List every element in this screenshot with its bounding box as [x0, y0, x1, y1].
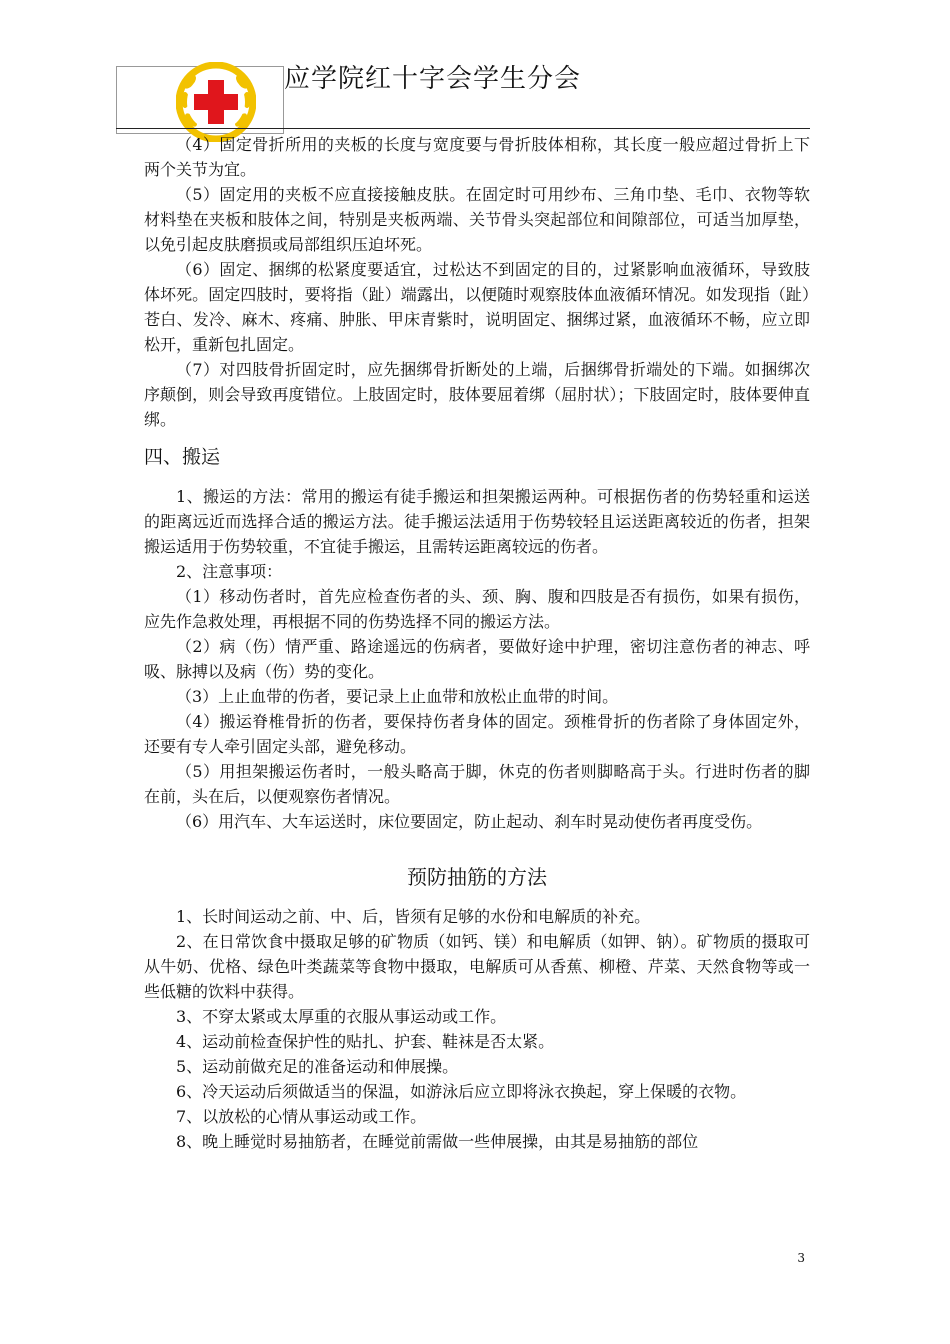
header-title: 应学院红十字会学生分会	[284, 64, 582, 94]
paragraph: （7）对四肢骨折固定时，应先捆绑骨折断处的上端，后捆绑骨折端处的下端。如捆绑次序颠倒，则会导致再度错位。上肢固定时，肢体要屈着绑（屈肘状）；下肢固定时，肢体要伸直绑。	[144, 360, 810, 429]
red-cross-laurel-emblem-icon	[176, 62, 256, 142]
paragraph: （5）用担架搬运伤者时，一般头略高于脚，休克的伤者则脚略高于头。行进时伤者的脚在前，头在后，以便观察伤者情况。	[144, 762, 810, 806]
paragraph: 7、以放松的心情从事运动或工作。	[176, 1107, 427, 1126]
section-fixation-notes	[144, 132, 810, 432]
section-heading: 四、搬运	[144, 446, 221, 468]
page-number: 3	[797, 1251, 805, 1265]
paragraph: （4）固定骨折所用的夹板的长度与宽度要与骨折肢体相称，其长度一般应超过骨折上下两个关节为宜。	[144, 135, 810, 179]
section-title: 预防抽筋的方法	[407, 865, 547, 889]
paragraph: （2）病（伤）情严重、路途遥远的伤病者，要做好途中护理，密切注意伤者的神志、呼吸、脉搏以及病（伤）势的变化。	[144, 637, 810, 681]
paragraph: 1、搬运的方法：常用的搬运有徒手搬运和担架搬运两种。可根据伤者的伤势轻重和运送的距离远近而选择合适的搬运方法。徒手搬运法适用于伤势较轻且运送距离较近的伤者，担架搬运适用于伤势较重，不宜徒手搬运，且需转运距离较远的伤者。	[144, 487, 810, 556]
paragraph: 2、在日常饮食中摄取足够的矿物质（如钙、镁）和电解质（如钾、钠）。矿物质的摄取可从牛奶、优格、绿色叶类蔬菜等食物中摄取，电解质可从香蕉、柳橙、芹菜、天然食物等或一些低糖的饮料中获得。	[144, 932, 810, 1001]
paragraph: （3）上止血带的伤者，要记录上止血带和放松止血带的时间。	[176, 687, 619, 706]
section-transport	[144, 444, 810, 834]
paragraph: （6）固定、捆绑的松紧度要适宜，过松达不到固定的目的，过紧影响血液循环，导致肢体坏死。固定四肢时，要将指（趾）端露出，以便随时观察肢体血液循环情况。如发现指（趾）苍白、发冷、麻木、疼痛、肿胀、甲床青紫时，说明固定、捆绑过紧，血液循环不畅，应立即松开，重新包扎固定。	[144, 260, 810, 354]
header-rule	[116, 128, 810, 129]
paragraph: 6、冷天运动后须做适当的保温，如游泳后应立即将泳衣换起，穿上保暖的衣物。	[176, 1082, 747, 1101]
paragraph: （5）固定用的夹板不应直接接触皮肤。在固定时可用纱布、三角巾垫、毛巾、衣物等软材料垫在夹板和肢体之间，特别是夹板两端、关节骨头突起部位和间隙部位，可适当加厚垫，以免引起皮肤磨损或局部组织压迫坏死。	[144, 185, 810, 254]
paragraph: 1、长时间运动之前、中、后，皆须有足够的水份和电解质的补充。	[176, 907, 651, 926]
paragraph: 8、晚上睡觉时易抽筋者，在睡觉前需做一些伸展操，由其是易抽筋的部位	[176, 1132, 699, 1151]
paragraph: （4）搬运脊椎骨折的伤者，要保持伤者身体的固定。颈椎骨折的伤者除了身体固定外，还要有专人牵引固定头部，避免移动。	[144, 712, 810, 756]
paragraph: 2、注意事项：	[176, 562, 283, 581]
page-content	[144, 132, 810, 1154]
paragraph: 4、运动前检查保护性的贴扎、护套、鞋袜是否太紧。	[176, 1032, 555, 1051]
section-cramp-prevention	[144, 864, 810, 1154]
paragraph: （1）移动伤者时，首先应检查伤者的头、颈、胸、腹和四肢是否有损伤，如果有损伤，应先作急救处理，再根据不同的伤势选择不同的搬运方法。	[144, 587, 810, 631]
paragraph: 5、运动前做充足的准备运动和伸展操。	[176, 1057, 459, 1076]
paragraph: （6）用汽车、大车运送时，床位要固定，防止起动、刹车时晃动使伤者再度受伤。	[176, 812, 763, 831]
paragraph: 3、不穿太紧或太厚重的衣服从事运动或工作。	[176, 1007, 507, 1026]
